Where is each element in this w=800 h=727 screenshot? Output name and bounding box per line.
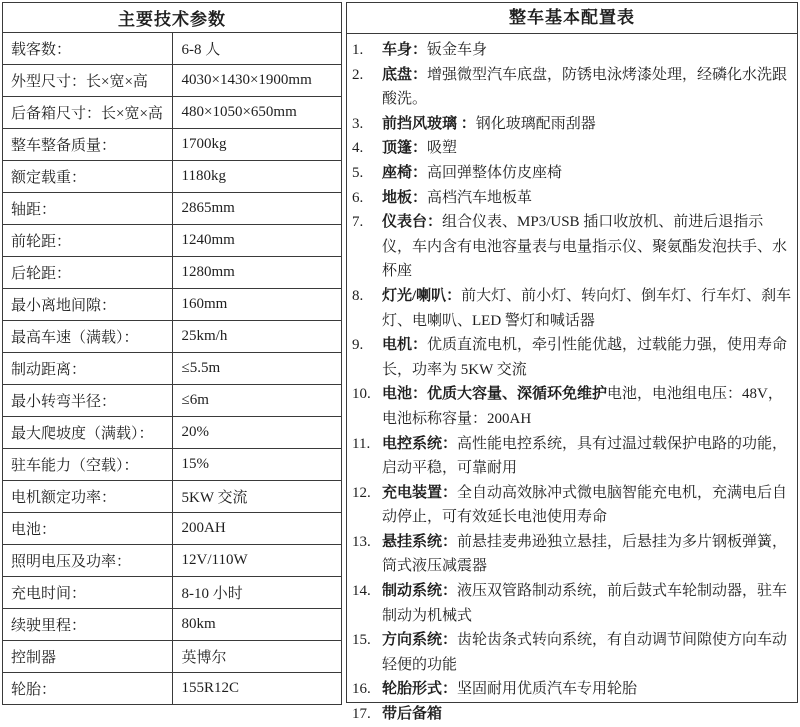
- config-item-text: [382, 628, 795, 677]
- config-item-number: 4.: [352, 140, 364, 157]
- config-item-term: 顶篷：: [382, 140, 428, 157]
- spec-label: 最小离地间隙：: [3, 289, 173, 321]
- config-item-term: 方向系统：: [382, 632, 458, 649]
- config-item-text: [382, 186, 795, 211]
- config-item-term: 前挡风玻璃 ：: [382, 115, 476, 132]
- config-item-term: 制动系统：: [382, 583, 458, 600]
- spec-row: [3, 545, 342, 577]
- spec-row: [3, 513, 342, 545]
- config-item-text: [382, 38, 795, 63]
- config-item-text: [382, 63, 795, 112]
- config-item: [352, 702, 795, 727]
- config-item-desc: 增强微型汽车底盘，防锈电泳烤漆处理，经磷化水洗跟酸洗。: [382, 66, 788, 108]
- config-item-term: 电机：: [382, 337, 428, 354]
- config-item-text: [382, 333, 795, 382]
- spec-label: 最大爬坡度（满载）：: [3, 417, 173, 449]
- config-item-desc: 齿轮齿条式转向系统，有自动调节间隙使方向车动轻便的功能: [382, 632, 788, 673]
- config-item-text: [382, 702, 795, 727]
- spec-value: ≤6m: [172, 385, 342, 417]
- spec-label: 轴距：: [3, 193, 173, 225]
- config-item: [352, 63, 795, 112]
- config-item: [352, 333, 795, 382]
- spec-value: 2865mm: [172, 193, 342, 225]
- spec-label: 外型尺寸：长×宽×高: [3, 65, 173, 97]
- spec-label: 驻车能力（空载）：: [3, 449, 173, 481]
- config-item-desc: 电池，电池组电压：48V，电池标称容量：200AH: [382, 386, 783, 427]
- config-item-number: 11.: [352, 435, 371, 452]
- spec-label: 最小转弯半径：: [3, 385, 173, 417]
- config-item-number: 6.: [352, 189, 364, 206]
- config-item-number: 15.: [352, 632, 371, 649]
- config-item-text: [382, 481, 795, 530]
- spec-value: 8-10 小时: [172, 577, 342, 609]
- config-item-number: 9.: [352, 337, 364, 354]
- spec-label: 后备箱尺寸：长×宽×高: [3, 97, 173, 129]
- config-item: [352, 186, 795, 211]
- config-item: [352, 112, 795, 137]
- spec-value: 1180kg: [172, 161, 342, 193]
- spec-label: 电池：: [3, 513, 173, 545]
- config-item: [352, 284, 795, 333]
- config-item-term: 车身：: [382, 42, 428, 58]
- spec-label: 续驶里程：: [3, 609, 173, 641]
- spec-row: [3, 129, 342, 161]
- config-item-desc: 高档汽车地板革: [427, 189, 533, 206]
- spec-row: [3, 97, 342, 129]
- config-item: [352, 210, 795, 284]
- config-item-number: 1.: [352, 42, 364, 58]
- spec-row: [3, 481, 342, 513]
- main-specs-header-row: [3, 3, 342, 33]
- spec-row: [3, 257, 342, 289]
- config-item: [352, 38, 795, 63]
- config-item-number: 16.: [352, 681, 371, 698]
- spec-value: 25km/h: [172, 321, 342, 353]
- config-item: [352, 382, 795, 431]
- spec-value: 80km: [172, 609, 342, 641]
- config-item-term: 灯光/喇叭：: [382, 287, 462, 304]
- spec-row: [3, 417, 342, 449]
- spec-label: 最高车速（满载）：: [3, 321, 173, 353]
- spec-row: [3, 161, 342, 193]
- spec-row: [3, 225, 342, 257]
- spec-label: 载客数：: [3, 33, 173, 65]
- spec-row: [3, 385, 342, 417]
- spec-row: [3, 577, 342, 609]
- config-item-text: [382, 161, 795, 186]
- config-item-text: [382, 382, 795, 431]
- config-item-number: 13.: [352, 533, 371, 550]
- spec-value: 5KW 交流: [172, 481, 342, 513]
- config-item-term: 充电装置：: [382, 484, 458, 501]
- spec-row: [3, 65, 342, 97]
- spec-row: [3, 641, 342, 673]
- spec-row: [3, 33, 342, 65]
- config-item-text: [382, 210, 795, 284]
- config-item: [352, 628, 795, 677]
- config-item-desc: 高回弹整体仿皮座椅: [427, 164, 563, 181]
- config-item-number: 8.: [352, 287, 364, 304]
- config-item-desc: 全自动高效脉冲式微电脑智能充电机，充满电后自动停止，可有效延长电池使用寿命: [382, 484, 788, 526]
- spec-row: [3, 321, 342, 353]
- config-item: [352, 136, 795, 161]
- config-table: [346, 2, 798, 723]
- spec-value: 1240mm: [172, 225, 342, 257]
- spec-value: 1280mm: [172, 257, 342, 289]
- spec-value: 155R12C: [172, 673, 342, 705]
- spec-row: [3, 449, 342, 481]
- config-item-text: [382, 579, 795, 628]
- spec-row: [3, 193, 342, 225]
- spec-label: 整车整备质量：: [3, 129, 173, 161]
- config-item-term: 座椅：: [382, 164, 428, 181]
- config-item-term: 底盘：: [382, 66, 428, 83]
- config-item-term: 电控系统：: [382, 435, 458, 452]
- config-item-term: 地板：: [382, 189, 428, 206]
- config-item-term: 带后备箱: [382, 706, 443, 723]
- spec-row: [3, 673, 342, 705]
- spec-label: 制动距离：: [3, 353, 173, 385]
- spec-value: 200AH: [172, 513, 342, 545]
- config-item-text: [382, 432, 795, 481]
- config-item-term: 轮胎形式：: [382, 681, 458, 698]
- config-item-number: 2.: [352, 66, 364, 83]
- config-item-term: 仪表台：: [382, 214, 443, 231]
- config-item: [352, 481, 795, 530]
- config-item-text: [382, 530, 795, 579]
- spec-value: 480×1050×650mm: [172, 97, 342, 129]
- spec-value: 15%: [172, 449, 342, 481]
- spec-value: 1700kg: [172, 129, 342, 161]
- spec-value: 160mm: [172, 289, 342, 321]
- config-item-text: [382, 677, 795, 702]
- spec-value: 4030×1430×1900mm: [172, 65, 342, 97]
- config-item-desc: 前悬挂麦弗逊独立悬挂，后悬挂为多片钢板弹簧，筒式液压减震器: [382, 533, 788, 575]
- config-list: [347, 34, 797, 727]
- spec-label: 电机额定功率：: [3, 481, 173, 513]
- config-item-number: 10.: [352, 386, 371, 403]
- spec-label: 照明电压及功率：: [3, 545, 173, 577]
- config-item: [352, 677, 795, 702]
- spec-value: 英博尔: [172, 641, 342, 673]
- spec-row: [3, 353, 342, 385]
- config-item-text: [382, 136, 795, 161]
- config-item-desc: 优质直流电机，牵引性能优越，过载能力强，使用寿命长，功率为 5KW 交流: [382, 337, 788, 378]
- config-item-number: 7.: [352, 214, 364, 231]
- config-item-number: 12.: [352, 484, 371, 501]
- config-item-desc: 坚固耐用优质汽车专用轮胎: [457, 681, 638, 698]
- config-item-number: 5.: [352, 164, 364, 181]
- config-item-term: 电池：优质大容量、深循环免维护: [382, 386, 608, 403]
- main-specs-title: 主要技术参数: [3, 3, 342, 33]
- config-item-number: 3.: [352, 115, 364, 132]
- spec-label: 后轮距：: [3, 257, 173, 289]
- config-item-desc: 组合仪表、MP3/USB 插口收放机、前进后退指示仪，车内含有电池容量表与电量指示仪、聚氨酯发泡扶手、水杯座: [382, 214, 788, 280]
- spec-value: 12V/110W: [172, 545, 342, 577]
- spec-label: 充电时间：: [3, 577, 173, 609]
- config-item: [352, 530, 795, 579]
- config-item-desc: 前大灯、前小灯、转向灯、倒车灯、行车灯、刹车灯、电喇叭、LED 警灯和喊话器: [382, 287, 792, 329]
- config-item-desc: 高性能电控系统，具有过温过载保护电路的功能，启动平稳，可靠耐用: [382, 435, 788, 477]
- config-item-number: 14.: [352, 583, 371, 600]
- spec-label: 控制器: [3, 641, 173, 673]
- config-item-text: [382, 284, 795, 333]
- config-item-text: [382, 112, 795, 137]
- config-item-term: 悬挂系统：: [382, 533, 458, 550]
- spec-value: 20%: [172, 417, 342, 449]
- spec-value: 6-8 人: [172, 33, 342, 65]
- spec-label: 额定载重：: [3, 161, 173, 193]
- config-item: [352, 161, 795, 186]
- config-item-desc: 吸塑: [427, 140, 458, 157]
- main-specs-table: [2, 2, 342, 705]
- spec-label: 前轮距：: [3, 225, 173, 257]
- config-item-desc: 钢化玻璃配雨刮器: [475, 115, 596, 132]
- spec-value: ≤5.5m: [172, 353, 342, 385]
- config-item-number: 17.: [352, 706, 371, 723]
- spec-row: [3, 289, 342, 321]
- config-item-desc: 钣金车身: [427, 42, 488, 58]
- spec-label: 轮胎：: [3, 673, 173, 705]
- config-item: [352, 579, 795, 628]
- config-item-desc: 液压双管路制动系统，前后鼓式车轮制动器，驻车制动为机械式: [382, 583, 788, 624]
- config-item: [352, 432, 795, 481]
- config-table-title: 整车基本配置表: [347, 3, 797, 34]
- spec-row: [3, 609, 342, 641]
